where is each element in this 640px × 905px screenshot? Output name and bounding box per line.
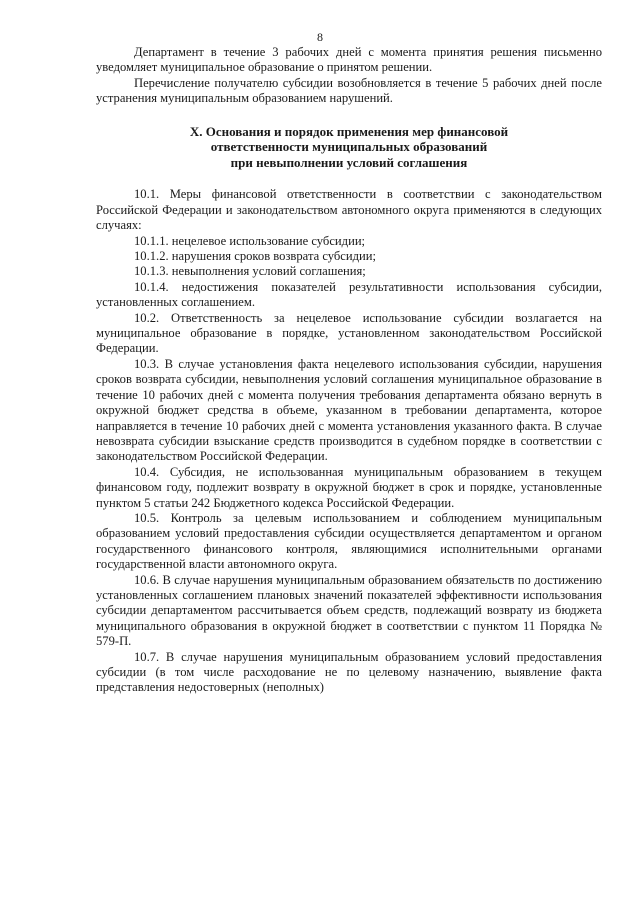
paragraph-10-1-4: 10.1.4. недостижения показателей результативности использования субсидии, установленных соглашением. xyxy=(96,279,602,310)
section-heading-line: X. Основания и порядок применения мер финансовой xyxy=(189,123,509,139)
paragraph-10-5: 10.5. Контроль за целевым использованием и соблюдением муниципальным образованием условий предоставления субсидии осуществляется департаментом и органом государственного финансового контроля, являющимися исполнительными органами государственной власти автономного округа. xyxy=(96,510,602,572)
paragraph-10-1-3: 10.1.3. невыполнения условий соглашения; xyxy=(134,264,366,279)
paragraph-10-3: 10.3. В случае установления факта нецелевого использования субсидии, нарушения сроков возврата субсидии, невыполнения условий соглашения муниципальное образование в течение 10 рабочих дней с момента получения требования департамента обязано вернуть в окружной бюджет средства в объеме, указанном в требовании департамента, которое направляется в течение 10 рабочих дней с момента установления указанного факта. В случае невозврата субсидии взыскание средств производится в судебном порядке в соответствии с законодательством Российской Федерации. xyxy=(96,356,602,464)
paragraph-10-7: 10.7. В случае нарушения муниципальным образованием условий предоставления субсидии (в том числе расходование не по целевому назначению, выявление факта представления недостоверных (неполных) xyxy=(96,649,602,695)
paragraph-10-2: 10.2. Ответственность за нецелевое использование субсидии возлагается на муниципальное образование в порядке, установленном законодательством Российской Федерации. xyxy=(96,310,602,356)
paragraph-10-1: 10.1. Меры финансовой ответственности в соответствии с законодательством Российской Федерации и законодательством автономного округа применяются в следующих случаях: xyxy=(96,187,602,233)
paragraph-10-6: 10.6. В случае нарушения муниципальным образованием обязательств по достижению установленных соглашением плановых значений показателей эффективности использования субсидии департаментом рассчитывается объем средств, подлежащий возврату из бюджета муниципального образования в окружной бюджет в соответствии с пунктом 11 Порядка № 579-П. xyxy=(96,572,602,649)
paragraph-10-4: 10.4. Субсидия, не использованная муниципальным образованием в текущем финансовом году, подлежит возврату в окружной бюджет в срок и порядке, установленные пунктом 5 статьи 242 Бюджетного кодекса Российской Федерации. xyxy=(96,464,602,510)
section-heading-line: ответственности муниципальных образований xyxy=(210,139,488,155)
document-body xyxy=(96,45,602,696)
section-heading xyxy=(96,124,602,171)
page-number: 8 xyxy=(317,30,323,44)
paragraph-decision-notice: Департамент в течение 3 рабочих дней с момента принятия решения письменно уведомляет муниципальное образование о принятом решении. xyxy=(96,45,602,75)
paragraph-10-1-1: 10.1.1. нецелевое использование субсидии; xyxy=(134,233,366,248)
section-heading-line: при невыполнении условий соглашения xyxy=(230,154,468,170)
paragraph-transfer-resumption: Перечисление получателю субсидии возобновляется в течение 5 рабочих дней после устранения муниципальным образованием нарушений. xyxy=(96,75,602,106)
paragraph-10-1-2: 10.1.2. нарушения сроков возврата субсидии; xyxy=(134,249,377,264)
